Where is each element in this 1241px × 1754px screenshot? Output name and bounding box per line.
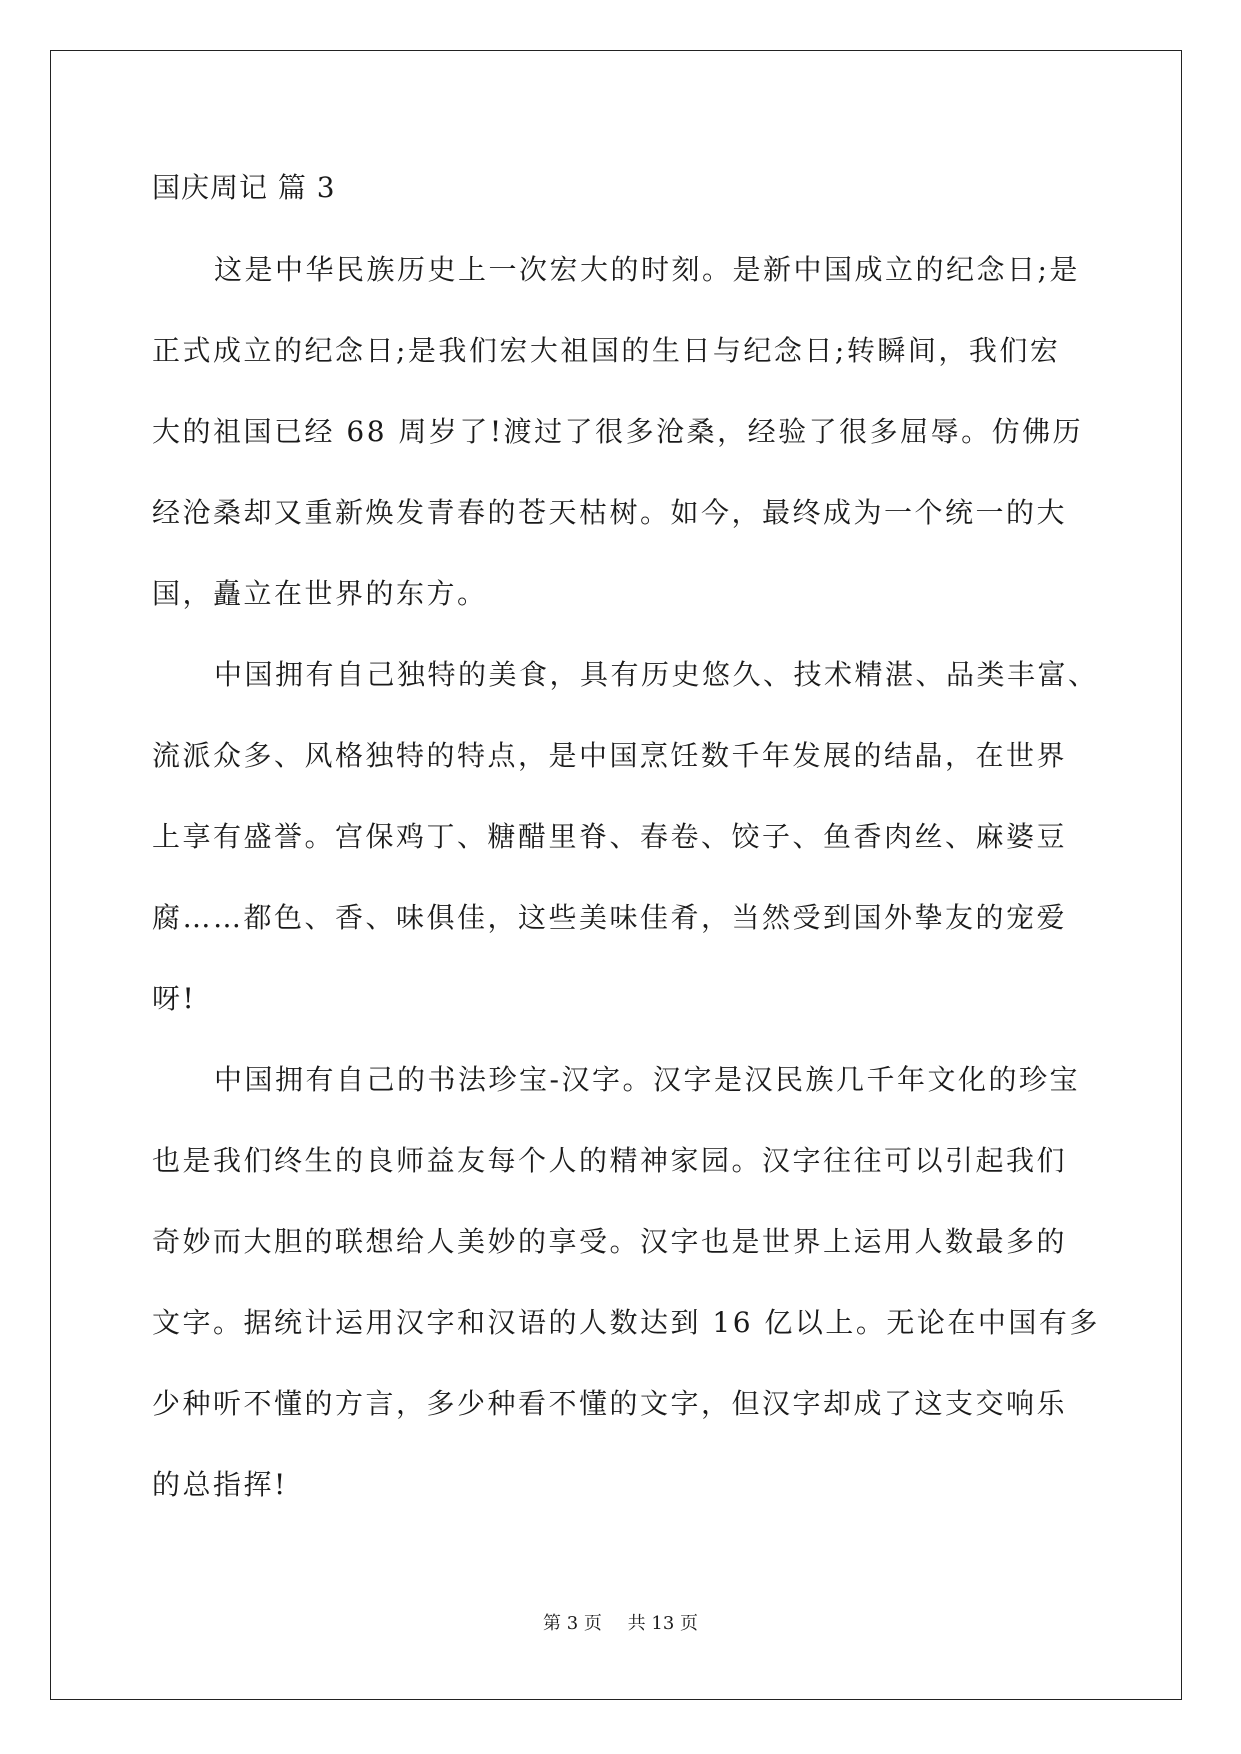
paragraph-3 (152, 1060, 1100, 1546)
page-footer (0, 1612, 1241, 1636)
document-title: 国庆周记 篇 3 (152, 171, 336, 204)
page-number: 第 3 页 (543, 1613, 602, 1634)
paragraph-1 (152, 250, 1083, 655)
paragraph-line: 呀! (152, 982, 197, 1015)
paragraph-line: 上享有盛誉。宫保鸡丁、糖醋里脊、春卷、饺子、鱼香肉丝、麻婆豆 (152, 820, 1068, 853)
paragraph-line: 这是中华民族历史上一次宏大的时刻。是新中国成立的纪念日;是 (214, 253, 1080, 286)
paragraph-line: 的总指挥! (152, 1468, 288, 1501)
page-total: 共 13 页 (627, 1613, 698, 1634)
paragraph-line: 经沧桑却又重新焕发青春的苍天枯树。如今，最终成为一个统一的大 (152, 496, 1068, 529)
paragraph-line: 流派众多、风格独特的特点，是中国烹饪数千年发展的结晶，在世界 (152, 739, 1068, 772)
paragraph-line: 大的祖国已经 68 周岁了!渡过了很多沧桑，经验了很多屈辱。仿佛历 (152, 415, 1084, 448)
paragraph-line: 正式成立的纪念日;是我们宏大祖国的生日与纪念日;转瞬间，我们宏 (152, 334, 1061, 367)
paragraph-line: 少种听不懂的方言，多少种看不懂的文字，但汉字却成了这支交响乐 (152, 1387, 1068, 1420)
paragraph-line: 国，矗立在世界的东方。 (152, 577, 488, 610)
paragraph-line: 中国拥有自己独特的美食，具有历史悠久、技术精湛、品类丰富、 (214, 658, 1099, 691)
paragraph-line: 也是我们终生的良师益友每个人的精神家园。汉字往往可以引起我们 (152, 1144, 1068, 1177)
paragraph-line: 文字。据统计运用汉字和汉语的人数达到 16 亿以上。无论在中国有多 (152, 1306, 1100, 1339)
paragraph-line: 腐……都色、香、味俱佳，这些美味佳肴，当然受到国外挚友的宠爱 (152, 901, 1068, 934)
paragraph-line: 中国拥有自己的书法珍宝-汉字。汉字是汉民族几千年文化的珍宝 (214, 1063, 1080, 1096)
paragraph-line: 奇妙而大胆的联想给人美妙的享受。汉字也是世界上运用人数最多的 (152, 1225, 1068, 1258)
paragraph-2 (152, 655, 1099, 1060)
